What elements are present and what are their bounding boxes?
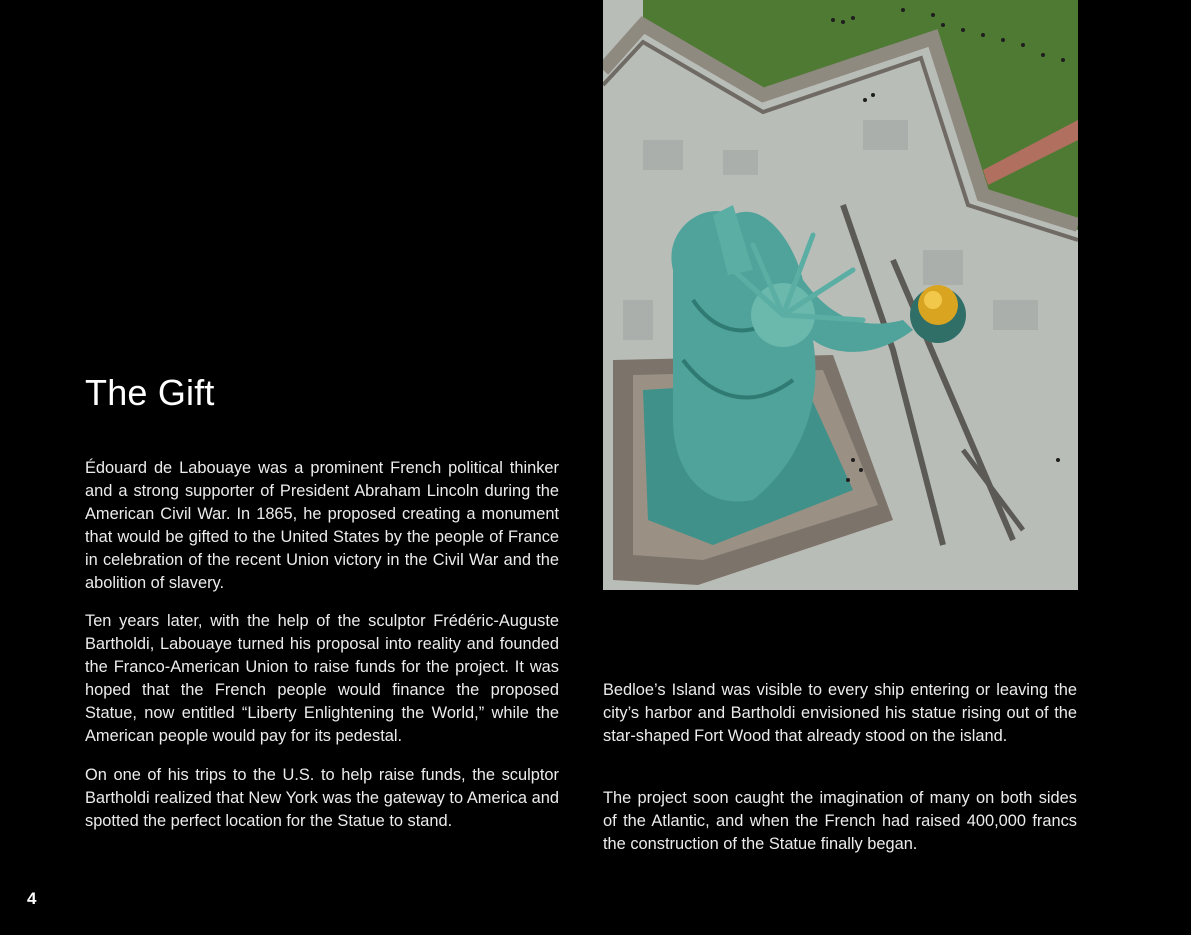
paragraph-union: Ten years later, with the help of the sculptor Frédéric-Auguste Bartholdi, Labouaye turned his proposal into reality and founded the Franco-American Union to raise funds for the project. It was hoped that the French people would finance the proposed Statue, now entitled “Liberty Enlightening the World,” while the American people would pay for its pedestal.	[85, 612, 559, 745]
paragraph-bedloes-island: Bedloe’s Island was visible to every ship entering or leaving the city’s harbor and Bartholdi envisioned his statue rising out of the star-shaped Fort Wood that already stood on the island.	[603, 681, 1077, 745]
paragraph-construction: The project soon caught the imagination of many on both sides of the Atlantic, and when the French had raised 400,000 francs the construction of the Statue finally began.	[603, 789, 1077, 853]
paragraph-location: On one of his trips to the U.S. to help raise funds, the sculptor Bartholdi realized that New York was the gateway to America and spotted the perfect location for the Statue to stand.	[85, 765, 559, 830]
paragraph-intro: Édouard de Labouaye was a prominent French political thinker and a strong supporter of President Abraham Lincoln during the American Civil War. In 1865, he proposed creating a monument that would be gifted to the United States by the people of France in celebration of the recent Union victory in the Civil War and the abolition of slavery.	[85, 459, 559, 592]
right-column-top	[603, 679, 1077, 764]
page-number: 4	[27, 889, 37, 908]
left-column	[85, 457, 559, 849]
right-column-bottom	[603, 787, 1077, 872]
page-title: The Gift	[85, 372, 215, 413]
statue-aerial-photo	[603, 0, 1078, 590]
